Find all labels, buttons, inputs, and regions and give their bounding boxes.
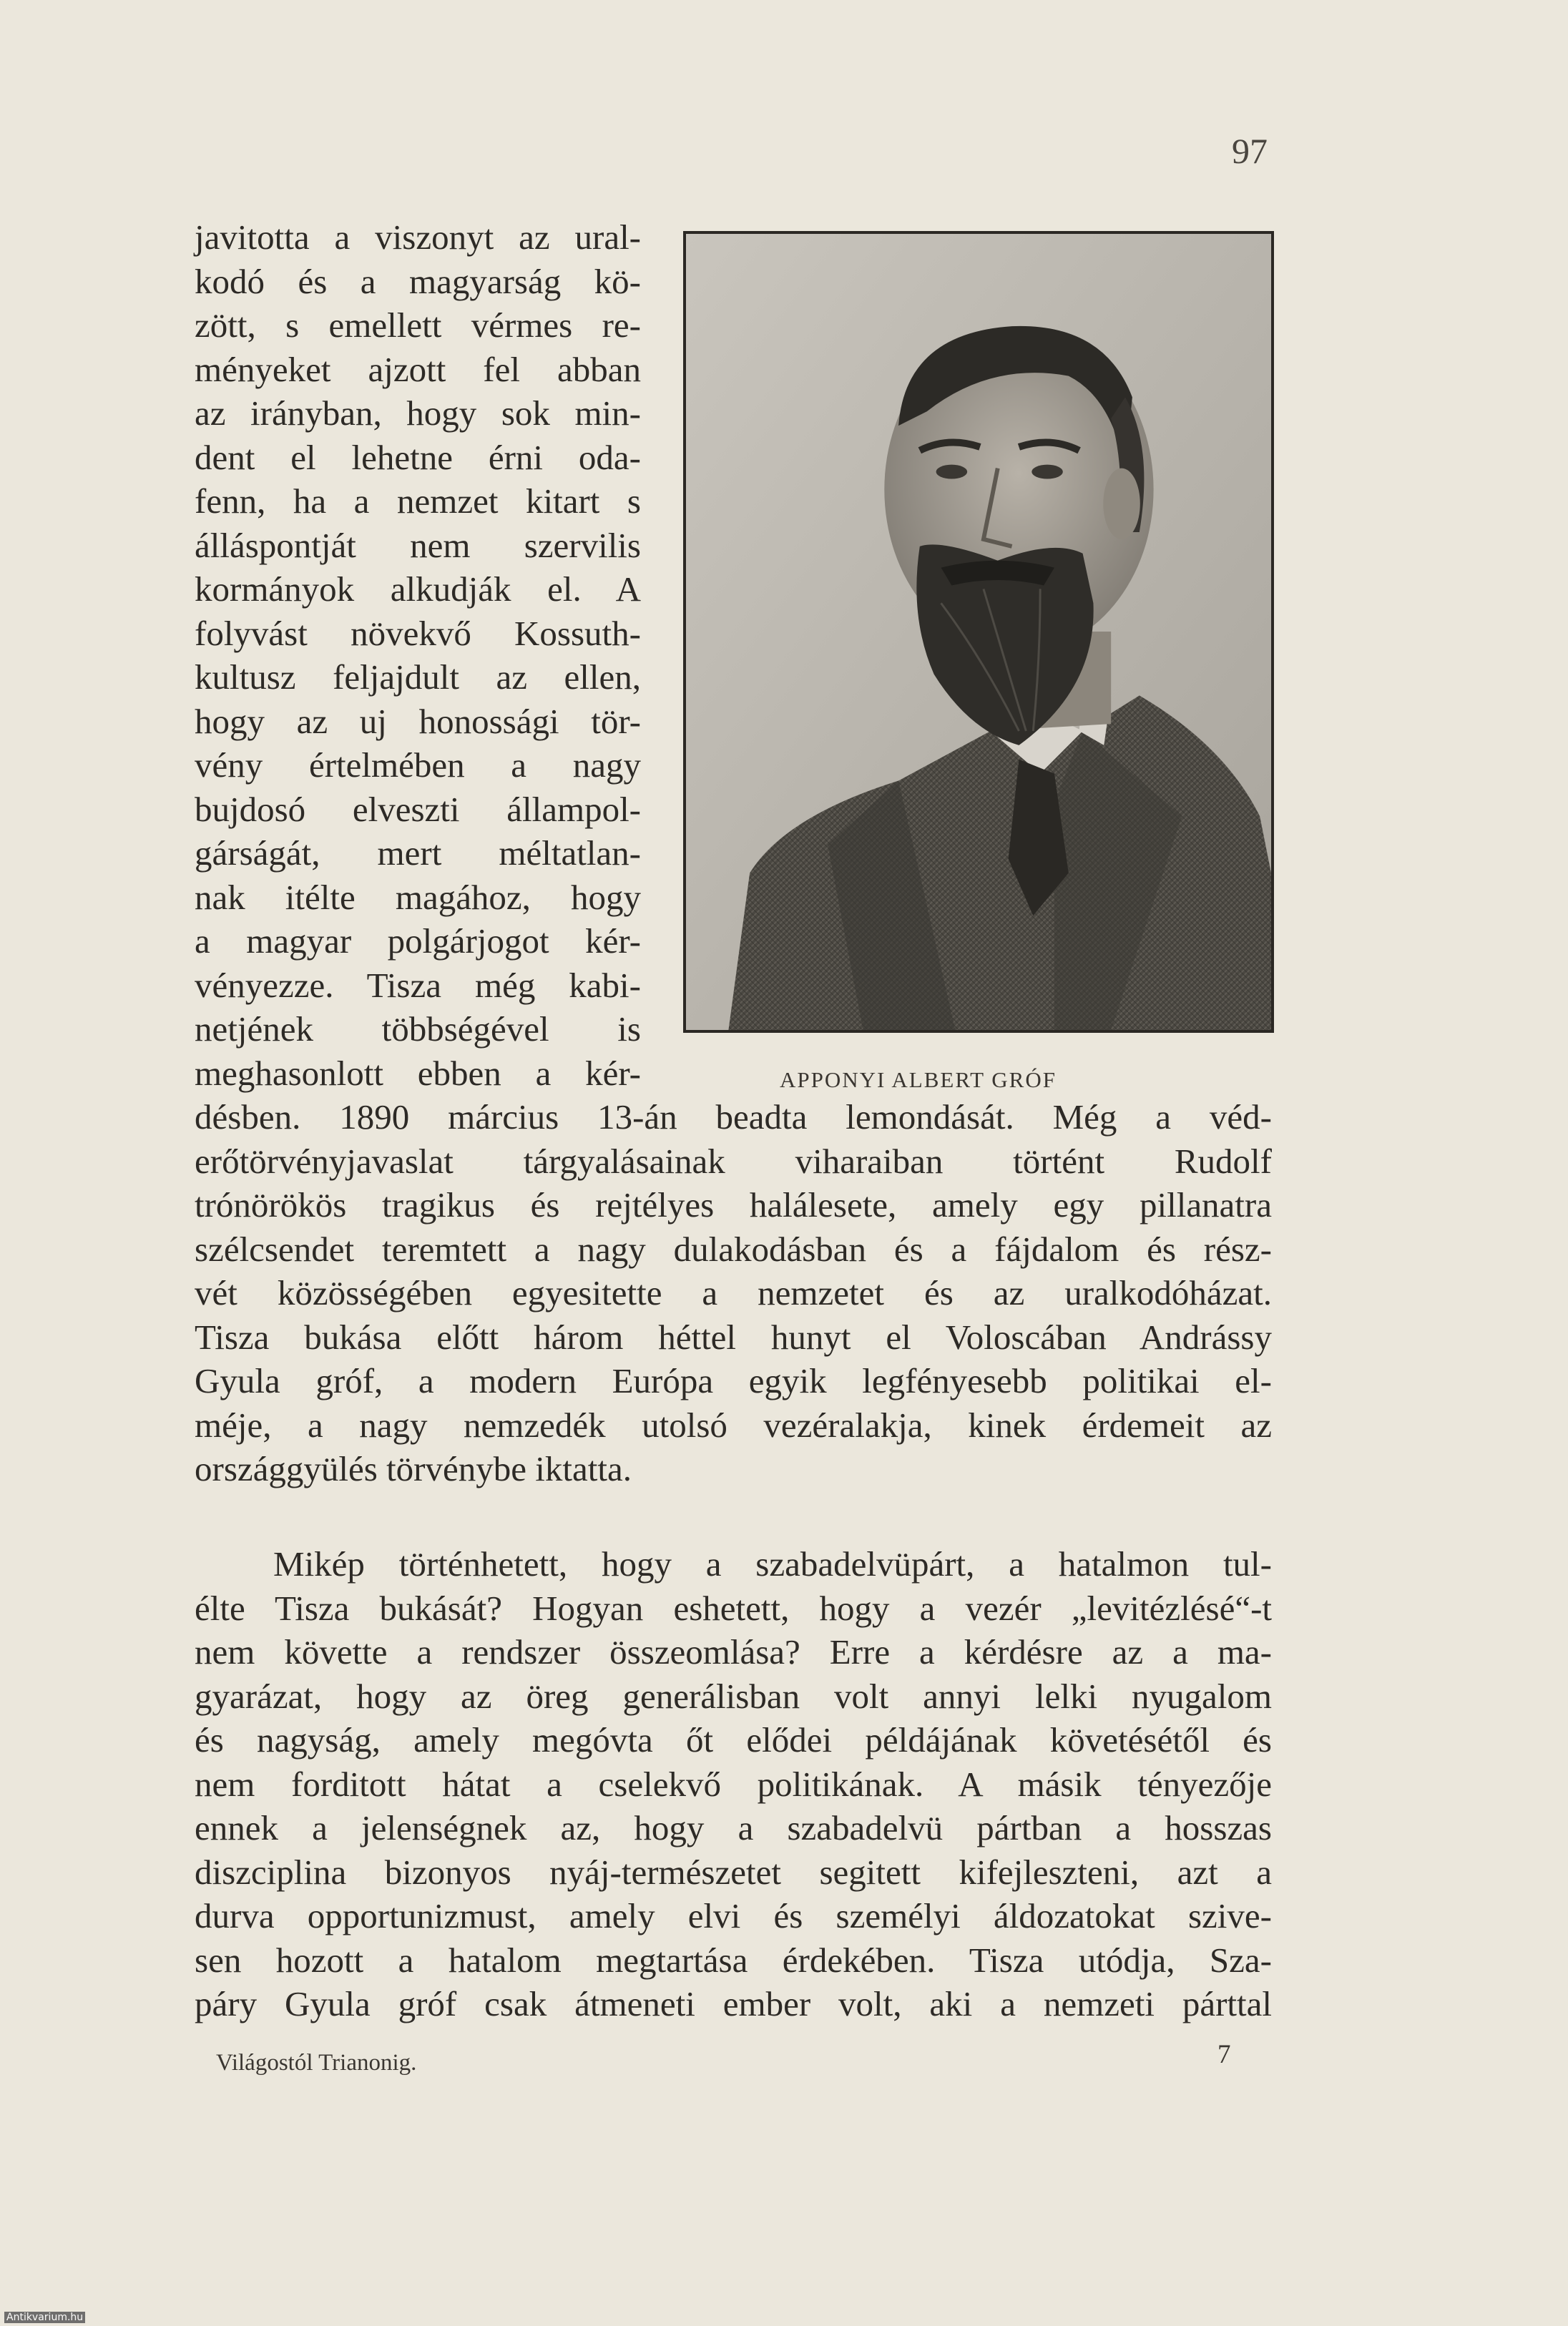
text-line: Tisza bukása előtt három héttel hunyt el Voloscában Andrássy	[195, 1317, 1272, 1357]
text-line: durva opportunizmust, amely elvi és személyi áldozatokat szive-	[195, 1896, 1272, 1935]
figure-caption: APPONYI ALBERT GRÓF	[780, 1067, 1057, 1092]
text-line: javitotta a viszonyt az ural-	[195, 217, 641, 257]
text-line: Gyula gróf, a modern Európa egyik legfényesebb politikai el-	[195, 1361, 1272, 1400]
text-line: vét közösségében egyesitette a nemzetet és az uralkodóházat.	[195, 1273, 1272, 1312]
text-line: gárságát, mert méltatlan-	[195, 833, 641, 873]
text-line: élte Tisza bukását? Hogyan eshetett, hogy a vezér „levitézlésé“-t	[195, 1588, 1272, 1628]
text-line: kultusz feljajdult az ellen,	[195, 657, 641, 697]
text-line: országgyülés törvénybe iktatta.	[195, 1449, 632, 1488]
text-line: netjének többségével is	[195, 1009, 641, 1049]
text-line: vényezze. Tisza még kabi-	[195, 965, 641, 1005]
text-line: erőtörvényjavaslat tárgyalásainak viharaiban történt Rudolf	[195, 1141, 1272, 1181]
text-line: szélcsendet teremtett a nagy dulakodásban és a fájdalom és rész-	[195, 1229, 1272, 1269]
text-line: kodó és a magyarság kö-	[195, 261, 641, 301]
text-line: désben. 1890 március 13-án beadta lemondását. Még a véd-	[195, 1097, 1272, 1137]
text-line: diszciplina bizonyos nyáj-természetet segitett kifejleszteni, azt a	[195, 1852, 1272, 1892]
text-line: kormányok alkudják el. A	[195, 569, 641, 609]
text-line: álláspontját nem szervilis	[195, 525, 641, 565]
text-line: zött, s emellett vérmes re-	[195, 305, 641, 345]
paragraph-2	[195, 1542, 1272, 2026]
text-line: nem követte a rendszer összeomlása? Erre a kérdésre az a ma-	[195, 1632, 1272, 1672]
text-line: nak itélte magához, hogy	[195, 877, 641, 917]
text-line: fenn, ha a nemzet kitart s	[195, 481, 641, 521]
text-line: ményeket ajzott fel abban	[195, 349, 641, 389]
text-line: méje, a nagy nemzedék utolsó vezéralakja, kinek érdemeit az	[195, 1405, 1272, 1445]
text-line: vény értelmében a nagy	[195, 745, 641, 785]
portrait-photo	[686, 234, 1271, 1030]
text-line: nem forditott hátat a cselekvő politikának. A másik tényezője	[195, 1764, 1272, 1804]
text-line: Mikép történhetett, hogy a szabadelvüpárt, a hatalmon tul-	[273, 1544, 1272, 1584]
watermark: Antikvarium.hu	[4, 2312, 85, 2323]
text-line: ennek a jelenségnek az, hogy a szabadelvü pártban a hosszas	[195, 1808, 1272, 1847]
text-line: páry Gyula gróf csak átmeneti ember volt, aki a nemzeti párttal	[195, 1984, 1272, 2023]
page-number: 97	[1232, 131, 1268, 171]
portrait-figure	[683, 231, 1274, 1033]
text-line: és nagyság, amely megóvta őt elődei példájának követésétől és	[195, 1720, 1272, 1760]
text-line: bujdosó elveszti állampol-	[195, 789, 641, 829]
text-line: meghasonlott ebben a kér-	[195, 1053, 641, 1093]
text-line: gyarázat, hogy az öreg generálisban volt annyi lelki nyugalom	[195, 1676, 1272, 1716]
text-line: dent el lehetne érni oda-	[195, 437, 641, 477]
signature-mark: 7	[1217, 2040, 1231, 2069]
text-line: folyvást növekvő Kossuth-	[195, 613, 641, 653]
text-line: a magyar polgárjogot kér-	[195, 921, 641, 961]
text-line: trónörökös tragikus és rejtélyes halálesete, amely egy pillanatra	[195, 1185, 1272, 1225]
text-line: hogy az uj honossági tör-	[195, 701, 641, 741]
footer-book-title: Világostól Trianonig.	[216, 2050, 417, 2076]
text-line: sen hozott a hatalom megtartása érdekében. Tisza utódja, Sza-	[195, 1940, 1272, 1980]
text-line: az irányban, hogy sok min-	[195, 393, 641, 433]
